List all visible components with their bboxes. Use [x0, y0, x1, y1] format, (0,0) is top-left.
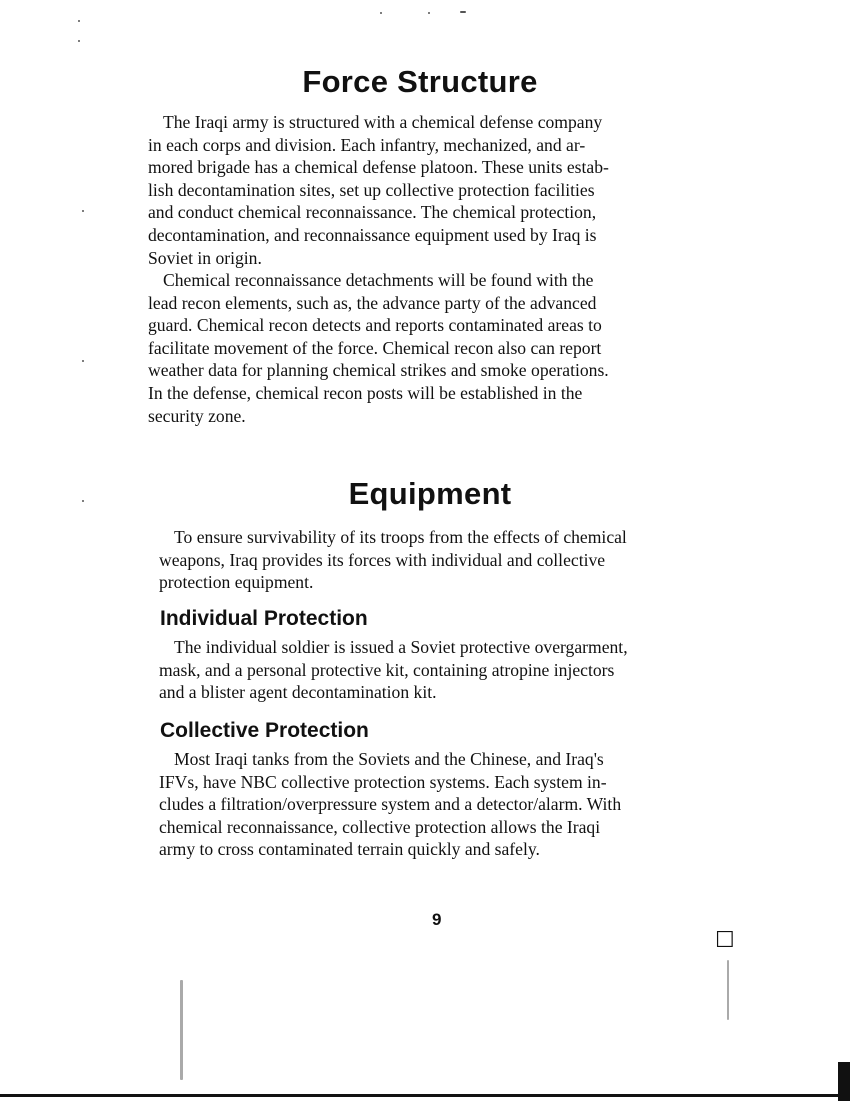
text-line: facilitate movement of the force. Chemical recon also can report	[148, 337, 602, 358]
text-line: weapons, Iraq provides its forces with individual and collective	[159, 549, 606, 570]
text-line: lead recon elements, such as, the advance party of the advanced	[148, 292, 597, 313]
text-line: protection equipment.	[159, 572, 314, 593]
text-line: decontamination, and reconnaissance equipment used by Iraq is	[148, 224, 597, 245]
text-line: weather data for planning chemical strikes and smoke operations.	[148, 360, 609, 381]
text-line: mored brigade has a chemical defense platoon. These units estab-	[148, 157, 609, 178]
text-line: The Iraqi army is structured with a chemical defense company	[163, 112, 603, 132]
paragraph-individual-protection	[159, 636, 628, 704]
scan-speck	[82, 500, 84, 502]
paragraph-force-structure-1	[148, 111, 609, 269]
heading-force-structure: Force Structure	[302, 64, 538, 99]
subheading-collective-protection: Collective Protection	[160, 719, 369, 742]
text-line: Most Iraqi tanks from the Soviets and the Chinese, and Iraq's	[174, 749, 604, 769]
scan-speck	[180, 980, 183, 1080]
text-line: Soviet in origin.	[148, 247, 262, 268]
paragraph-force-structure-2	[148, 269, 609, 427]
text-line: lish decontamination sites, set up collective protection facilities	[148, 179, 595, 200]
scan-mark-icon: ☐	[715, 928, 735, 953]
text-line: in each corps and division. Each infantry, mechanized, and ar-	[148, 134, 586, 155]
text-line: cludes a filtration/overpressure system and a detector/alarm. With	[159, 794, 622, 815]
page-number: 9	[432, 910, 442, 929]
text-line: In the defense, chemical recon posts will be established in the	[148, 382, 583, 403]
text-line: The individual soldier is issued a Soviet protective overgarment,	[174, 637, 628, 657]
text-line: IFVs, have NBC collective protection systems. Each system in-	[159, 771, 607, 792]
text-line: chemical reconnaissance, collective protection allows the Iraqi	[159, 816, 601, 837]
scan-speck	[727, 960, 729, 1020]
text-line: mask, and a personal protective kit, containing atropine injectors	[159, 659, 615, 680]
text-line: security zone.	[148, 405, 246, 426]
paragraph-collective-protection	[159, 748, 621, 861]
scan-speck	[428, 12, 430, 14]
scan-speck	[78, 20, 80, 22]
scan-speck	[82, 360, 84, 362]
subheading-individual-protection: Individual Protection	[160, 607, 368, 630]
scan-speck	[78, 40, 80, 42]
text-line: and conduct chemical reconnaissance. The chemical protection,	[148, 202, 597, 223]
text-line: To ensure survivability of its troops from the effects of chemical	[174, 527, 627, 547]
text-line: guard. Chemical recon detects and reports contaminated areas to	[148, 315, 602, 336]
scan-speck	[380, 12, 382, 14]
text-line: and a blister agent decontamination kit.	[159, 682, 437, 703]
scan-speck	[82, 210, 84, 212]
paragraph-equipment-intro	[159, 526, 627, 594]
scan-speck	[460, 11, 466, 13]
heading-equipment: Equipment	[348, 476, 512, 511]
page-edge-corner	[838, 1062, 850, 1101]
page-edge-bottom	[0, 1094, 850, 1097]
text-line: Chemical reconnaissance detachments will be found with the	[163, 270, 594, 290]
text-line: army to cross contaminated terrain quickly and safely.	[159, 839, 540, 860]
